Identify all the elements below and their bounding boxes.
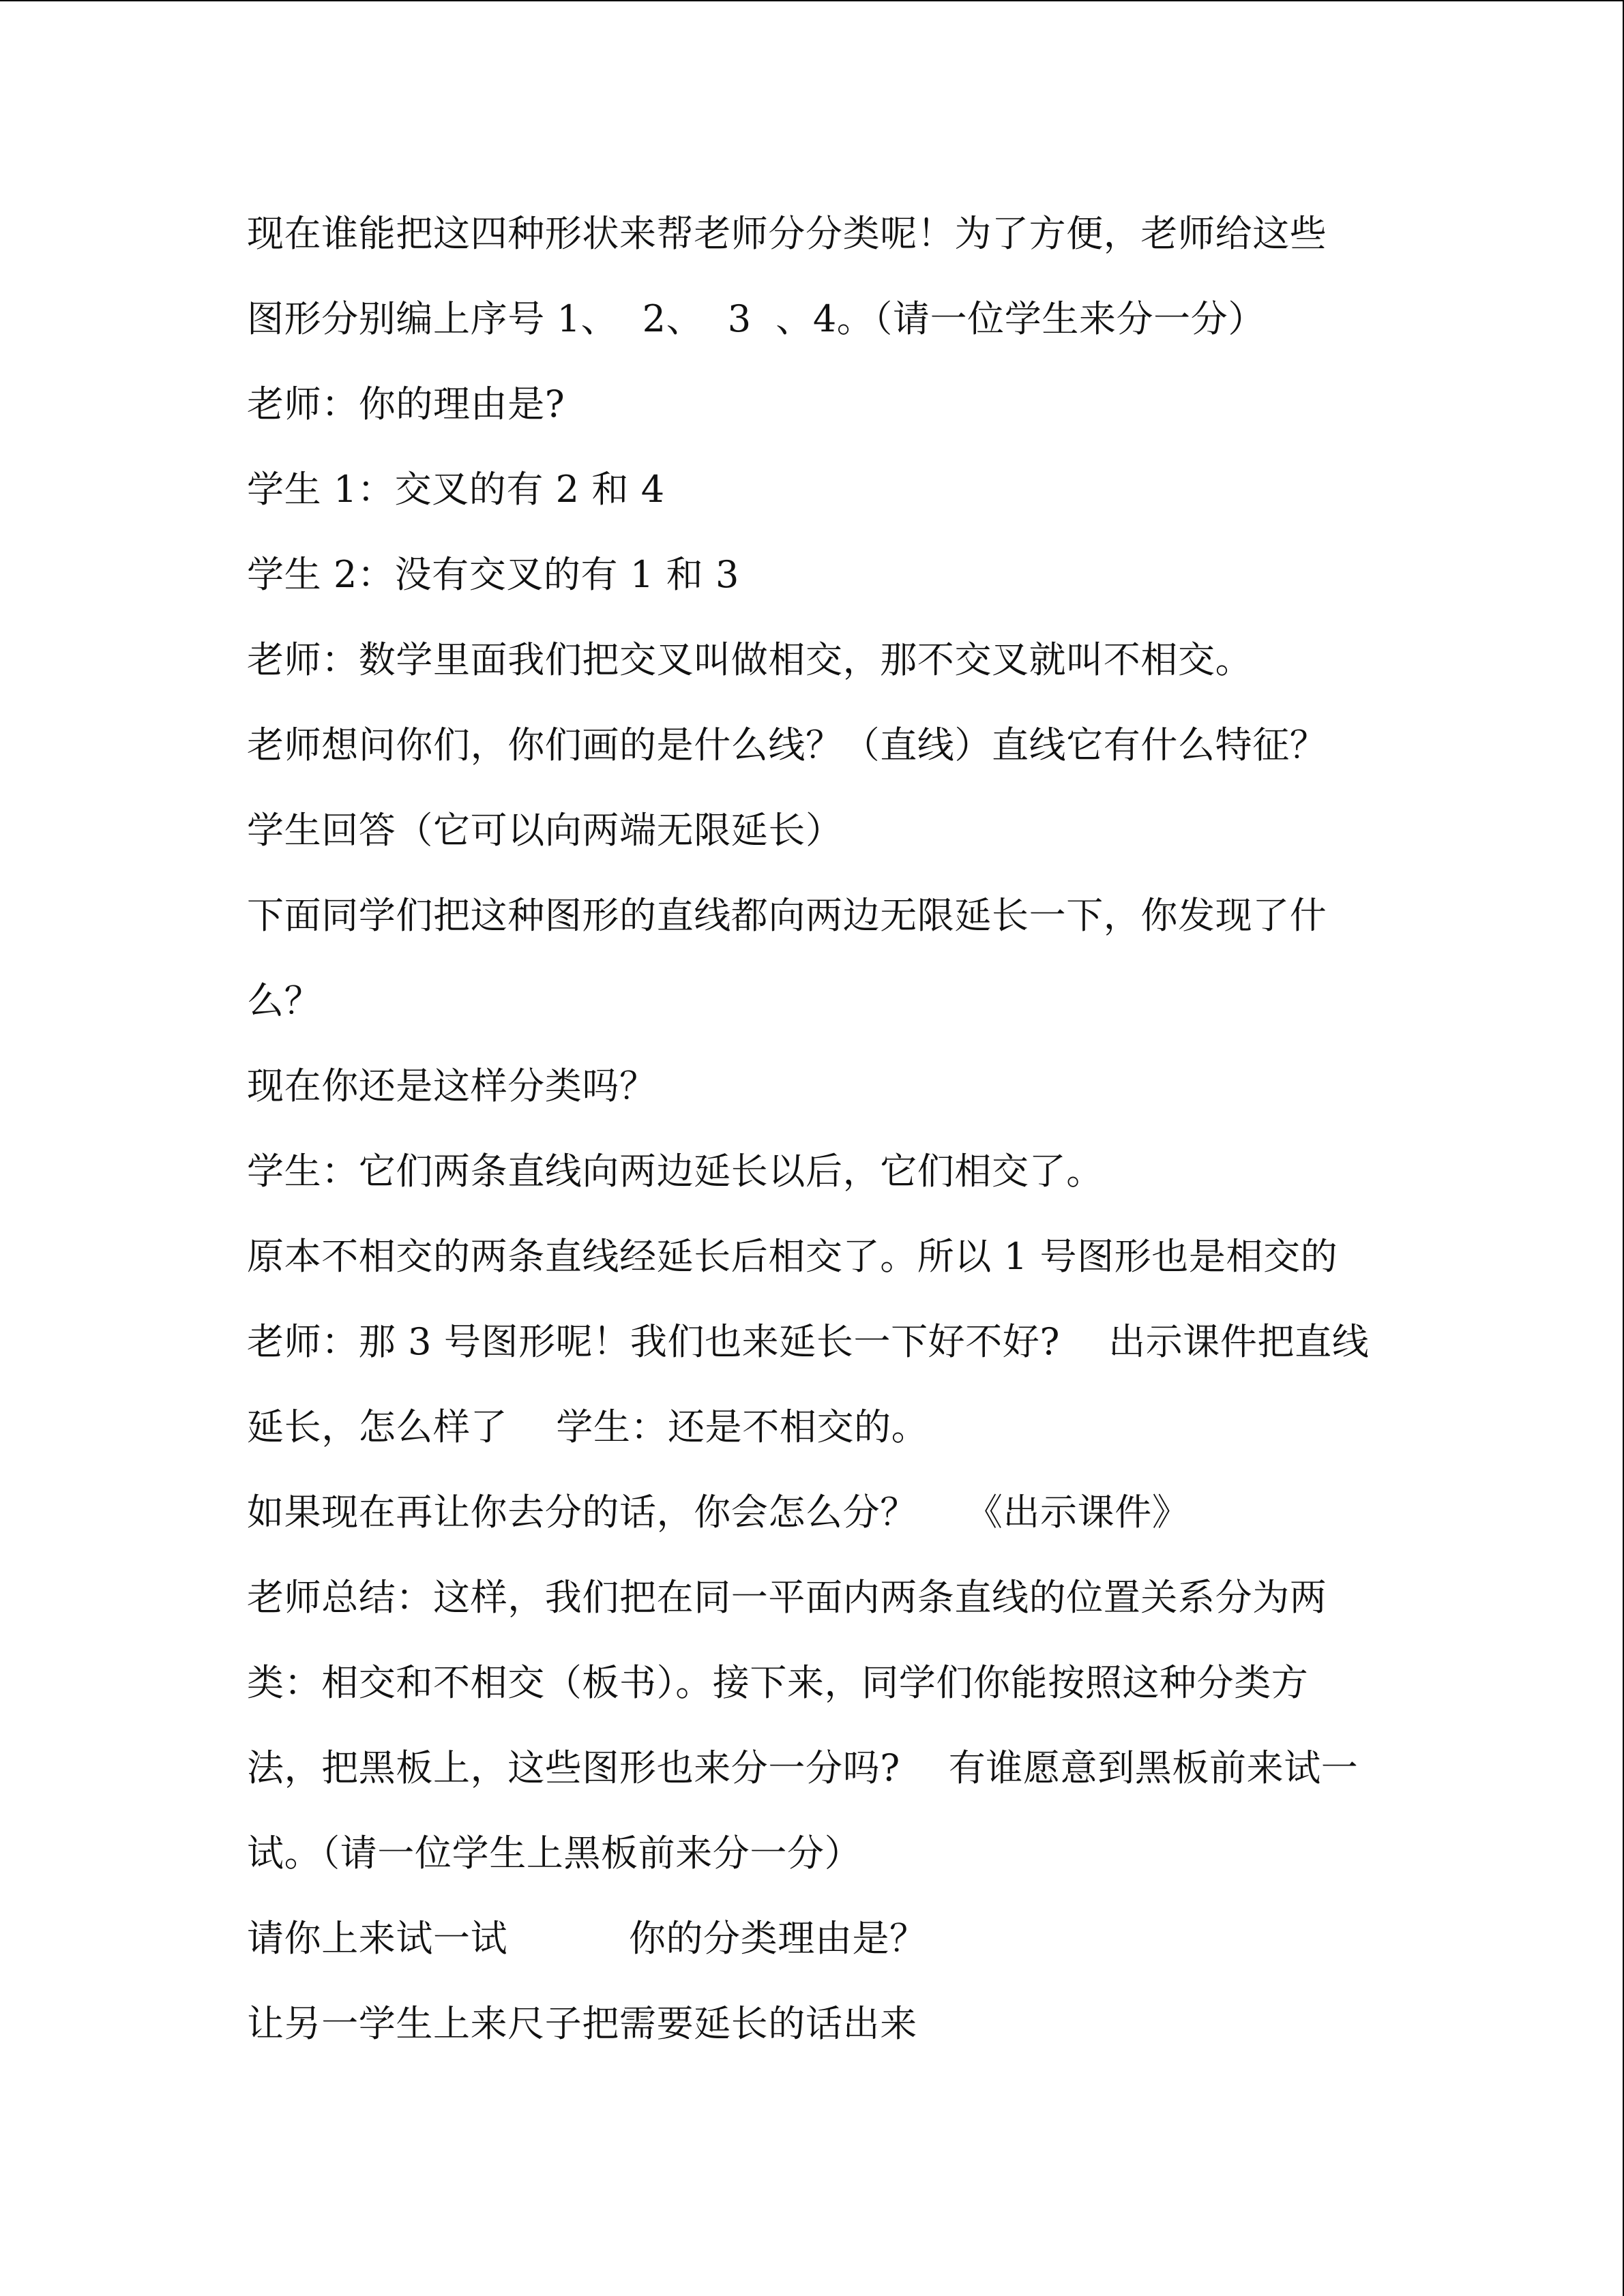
text-line: 现在你还是这样分类吗？ bbox=[247, 1064, 657, 1107]
text-line: 学生：它们两条直线向两边延长以后，它们相交了。 bbox=[247, 1150, 1104, 1193]
text-line: 老师想问你们，你们画的是什么线？（直线）直线它有什么特征？ bbox=[247, 724, 1327, 766]
text-line: 学生回答（它可以向两端无限延长） bbox=[247, 809, 843, 852]
text-line: 原本不相交的两条直线经延长后相交了。所以 1 号图形也是相交的 bbox=[247, 1235, 1338, 1278]
text-line: 下面同学们把这种图形的直线都向两边无限延长一下，你发现了什 bbox=[247, 894, 1327, 937]
text-line: 老师：那 3 号图形呢！我们也来延长一下好不好? 出示课件把直线 bbox=[247, 1320, 1370, 1363]
text-line: 么？ bbox=[247, 979, 322, 1022]
text-line: 让另一学生上来尺子把需要延长的话出来 bbox=[247, 2002, 917, 2045]
text-line: 类：相交和不相交（板书）。接下来，同学们你能按照这种分类方 bbox=[247, 1661, 1309, 1704]
text-line: 老师：你的理由是? bbox=[247, 383, 565, 426]
text-line: 如果现在再让你去分的话，你会怎么分？ 《出示课件》 bbox=[247, 1491, 1190, 1534]
text-line: 老师总结：这样，我们把在同一平面内两条直线的位置关系分为两 bbox=[247, 1576, 1327, 1619]
text-line: 图形分别编上序号 1、 2、 3 、4。（请一位学生来分一分） bbox=[247, 297, 1265, 340]
text-line: 学生 1：交叉的有 2 和 4 bbox=[247, 468, 665, 511]
document-body bbox=[247, 191, 1406, 2066]
text-line: 学生 2：没有交叉的有 1 和 3 bbox=[247, 553, 739, 596]
text-line: 现在谁能把这四种形状来帮老师分分类呢！为了方便，老师给这些 bbox=[247, 212, 1327, 255]
text-line: 请你上来试一试 你的分类理由是？ bbox=[247, 1917, 927, 1960]
text-line: 老师：数学里面我们把交叉叫做相交，那不交叉就叫不相交。 bbox=[247, 638, 1253, 681]
text-line: 延长，怎么样了 学生：还是不相交的。 bbox=[247, 1405, 929, 1448]
text-line: 法，把黑板上，这些图形也来分一分吗? 有谁愿意到黑板前来试一 bbox=[247, 1746, 1359, 1789]
text-line: 试。（请一位学生上黑板前来分一分） bbox=[247, 1832, 862, 1875]
